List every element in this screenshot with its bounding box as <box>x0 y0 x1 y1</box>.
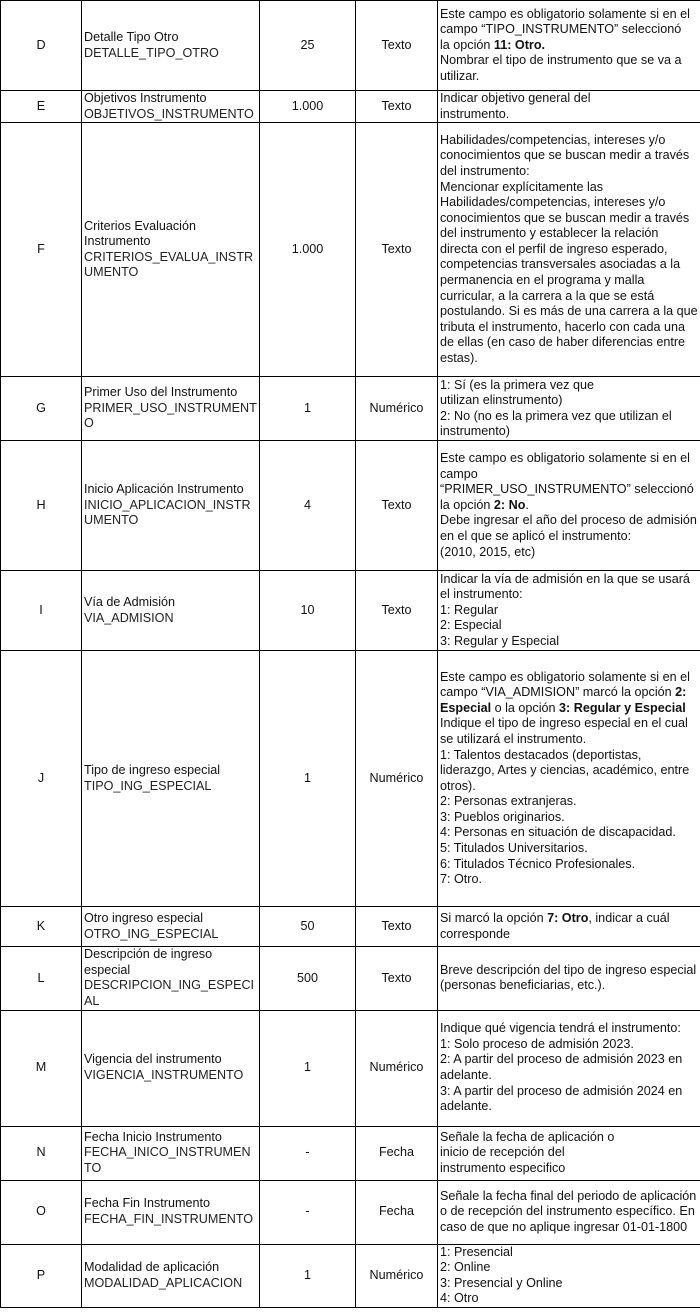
field-code: OBJETIVOS_INSTRUMENTO <box>84 106 254 121</box>
field-code: FECHA_FIN_INSTRUMENTO <box>84 1212 254 1227</box>
field-description <box>438 947 700 1010</box>
field-description <box>438 123 700 377</box>
description-text: utilizan elinstrumento) <box>440 393 563 408</box>
description-text: (2010, 2015, etc) <box>440 544 536 559</box>
description-text: 2: A partir del proceso de admisión 2023 en adelante. <box>440 1052 683 1083</box>
description-line <box>440 572 698 603</box>
field-length: 1.000 <box>260 123 356 377</box>
description-line <box>440 634 698 650</box>
description-text: 1: Presencial <box>440 1244 513 1259</box>
field-length: - <box>260 1180 356 1244</box>
field-label: Vigencia del instrumento <box>84 1052 222 1067</box>
column-letter: E <box>1 91 82 123</box>
description-line <box>440 545 698 561</box>
description-line <box>440 1021 698 1037</box>
description-text: Señale la fecha de aplicación o <box>440 1129 615 1144</box>
description-text: Indique qué vigencia tendrá el instrumento: <box>440 1021 681 1036</box>
field-type: Texto <box>356 441 438 571</box>
field-description <box>438 1244 700 1307</box>
field-label: Criterios Evaluación Instrumento <box>84 218 196 249</box>
field-type: Numérico <box>356 1010 438 1126</box>
description-text: 3: Regular y Especial <box>440 634 560 649</box>
description-text: Habilidades/competencias, intereses y/o conocimientos que se buscan medir a través del instrumento: <box>440 132 690 178</box>
field-type: Texto <box>356 947 438 1010</box>
description-line <box>440 482 698 498</box>
description-line <box>440 498 698 514</box>
field-name-cell <box>82 1126 260 1180</box>
table-row <box>1 123 700 377</box>
table-row <box>1 1 700 91</box>
field-name-cell <box>82 947 260 1010</box>
description-text: la opción <box>440 497 494 512</box>
column-letter: F <box>1 123 82 377</box>
column-letter: N <box>1 1126 82 1180</box>
description-text: inicio de recepción del <box>440 1145 565 1160</box>
table-row <box>1 571 700 651</box>
description-line <box>440 872 698 888</box>
description-line <box>440 825 698 841</box>
description-line <box>440 603 698 619</box>
description-text: Breve descripción del tipo de ingreso especial (personas beneficiarias, etc.). <box>440 962 697 993</box>
description-text: 5: Titulados Universitarios. <box>440 841 588 856</box>
description-text: instrumento especifico <box>440 1160 566 1175</box>
field-label: Inicio Aplicación Instrumento <box>84 482 244 497</box>
description-text: , indicar a cuál corresponde <box>440 911 670 941</box>
description-text: Indicar objetivo general del <box>440 91 591 105</box>
description-text: . <box>525 497 529 512</box>
field-type: Texto <box>356 1 438 91</box>
column-letter: P <box>1 1244 82 1307</box>
description-text: Señale la fecha final del periodo de aplicación o de recepción del instrumento específico. En caso de que no aplique ingresar 01-01-1800 <box>440 1188 697 1234</box>
description-line <box>440 1260 698 1276</box>
description-line <box>440 513 698 544</box>
description-text: Mencionar explícitamente las Habilidades/competencias, intereses y/o conocimientos que se buscan medir a través del instrumento y establecer la relación directa con el perfil de ingreso esperado, competencias transversales asociadas a la permanencia en el programa y malla curricular, a la carrera a la que se está postulando. Si es más de una carrera a la que tributa el instrumento, hacerlo con cada una de ellas (en caso de haber diferencias entre estas). <box>440 179 698 366</box>
field-name-cell <box>82 571 260 651</box>
description-text: Este campo es obligatorio solamente si en el campo “VIA_ADMISION” marcó la opción <box>440 669 690 700</box>
field-code: OTRO_ING_ESPECIAL <box>84 926 219 941</box>
field-code: INICIO_APLICACION_INSTRUMENTO <box>84 497 251 528</box>
description-line <box>440 1052 698 1083</box>
description-text: Indicar la vía de admisión en la que se usará el instrumento: <box>440 571 690 602</box>
description-line <box>440 963 698 994</box>
description-line <box>440 91 698 107</box>
field-length: 25 <box>260 1 356 91</box>
field-code: VIGENCIA_INSTRUMENTO <box>84 1068 244 1083</box>
field-name-cell <box>82 1 260 91</box>
description-line <box>440 841 698 857</box>
description-line <box>440 911 698 942</box>
column-letter: D <box>1 1 82 91</box>
field-type: Numérico <box>356 377 438 441</box>
field-type: Texto <box>356 907 438 947</box>
field-name-cell <box>82 651 260 907</box>
field-description <box>438 1126 700 1180</box>
description-text: campo “TIPO_INSTRUMENTO” seleccionó <box>440 22 682 37</box>
description-line <box>440 1145 698 1161</box>
field-label: Vía de Admisión <box>84 595 176 610</box>
field-description <box>438 571 700 651</box>
field-length: 1.000 <box>260 91 356 123</box>
field-type: Texto <box>356 91 438 123</box>
description-line <box>440 857 698 873</box>
column-letter: G <box>1 377 82 441</box>
field-label: Otro ingreso especial <box>84 911 204 926</box>
description-line <box>440 107 698 123</box>
table-body <box>1 1 700 1308</box>
table-row <box>1 441 700 571</box>
description-emphasis: 7: Otro <box>547 911 589 926</box>
table-row <box>1 1244 700 1307</box>
description-text: la opción <box>440 37 494 52</box>
description-line <box>440 451 698 482</box>
description-line <box>440 7 698 23</box>
description-text: 7: Otro. <box>440 872 482 887</box>
field-name-cell <box>82 1244 260 1307</box>
field-name-cell <box>82 441 260 571</box>
description-text: 2: No (no es la primera vez que utilizan el instrumento) <box>440 408 672 439</box>
field-type: Numérico <box>356 1244 438 1307</box>
field-code: FECHA_INICO_INSTRUMENTO <box>84 1145 251 1175</box>
field-type: Texto <box>356 123 438 377</box>
description-line <box>440 180 698 367</box>
description-text: 2: Especial <box>440 618 502 633</box>
field-description <box>438 1180 700 1244</box>
table-row <box>1 91 700 123</box>
description-line <box>440 1161 698 1177</box>
field-code: TIPO_ING_ESPECIAL <box>84 778 212 793</box>
description-text: Este campo es obligatorio solamente si en el <box>440 6 690 21</box>
field-label: Detalle Tipo Otro <box>84 29 179 44</box>
column-letter: I <box>1 571 82 651</box>
field-label: Primer Uso del Instrumento <box>84 385 238 400</box>
field-code: MODALIDAD_APLICACION <box>84 1275 243 1290</box>
description-text: 3: Pueblos originarios. <box>440 809 565 824</box>
description-text: Debe ingresar el año del proceso de admisión en el que se aplicó el instrumento: <box>440 513 697 544</box>
description-line <box>440 1291 698 1307</box>
description-emphasis: 2: Especial <box>440 685 687 715</box>
description-line <box>440 1189 698 1236</box>
description-text: 4: Otro <box>440 1291 479 1306</box>
description-line <box>440 409 698 440</box>
description-text: o la opción <box>491 700 560 715</box>
column-letter: L <box>1 947 82 1010</box>
field-label: Modalidad de aplicación <box>84 1260 220 1275</box>
table-row <box>1 947 700 1010</box>
table-row <box>1 1010 700 1126</box>
description-text: 1: Sí (es la primera vez que <box>440 377 594 392</box>
field-description <box>438 907 700 947</box>
description-line <box>440 810 698 826</box>
field-name-cell <box>82 123 260 377</box>
field-name-cell <box>82 377 260 441</box>
field-code: CRITERIOS_EVALUA_INSTRUMENTO <box>84 249 254 280</box>
description-text: 1: Regular <box>440 602 499 617</box>
description-line <box>440 38 698 54</box>
description-line <box>440 378 698 394</box>
description-text: 3: A partir del proceso de admisión 2024 en adelante. <box>440 1083 683 1114</box>
field-name-cell <box>82 91 260 123</box>
description-line <box>440 1130 698 1146</box>
description-line <box>440 670 698 717</box>
description-text: Nombrar el tipo de instrumento que se va a utilizar. <box>440 53 682 83</box>
description-text: “PRIMER_USO_INSTRUMENTO” seleccionó <box>440 482 694 497</box>
field-type: Numérico <box>356 651 438 907</box>
table-row <box>1 1126 700 1180</box>
field-length: 500 <box>260 947 356 1010</box>
description-line <box>440 794 698 810</box>
field-code: PRIMER_USO_INSTRUMENTO <box>84 400 257 431</box>
description-line <box>440 716 698 747</box>
field-name-cell <box>82 907 260 947</box>
description-text: 3: Presencial y Online <box>440 1275 563 1290</box>
description-text: 2: Personas extranjeras. <box>440 794 577 809</box>
table-row <box>1 377 700 441</box>
field-length: 1 <box>260 1010 356 1126</box>
field-description <box>438 91 700 123</box>
field-label: Fecha Fin Instrumento <box>84 1196 210 1211</box>
field-label: Descripción de ingreso especial <box>84 947 213 977</box>
field-label: Fecha Inicio Instrumento <box>84 1129 222 1144</box>
field-length: 1 <box>260 377 356 441</box>
field-length: 4 <box>260 441 356 571</box>
field-label: Objetivos Instrumento <box>84 91 207 105</box>
column-letter: M <box>1 1010 82 1126</box>
field-type: Fecha <box>356 1126 438 1180</box>
description-line <box>440 133 698 180</box>
column-letter: H <box>1 441 82 571</box>
table-row <box>1 907 700 947</box>
field-name-cell <box>82 1010 260 1126</box>
description-line <box>440 1037 698 1053</box>
field-label: Tipo de ingreso especial <box>84 763 221 778</box>
description-emphasis: 3: Regular y Especial <box>559 700 686 715</box>
description-text: 1: Talentos destacados (deportistas, liderazgo, Artes y ciencias, académico, entre otros). <box>440 747 690 793</box>
field-description <box>438 377 700 441</box>
field-length: 1 <box>260 1244 356 1307</box>
field-code: DESCRIPCION_ING_ESPECIAL <box>84 978 255 1008</box>
description-text: 4: Personas en situación de discapacidad. <box>440 825 676 840</box>
description-line <box>440 1245 698 1261</box>
description-line <box>440 53 698 84</box>
field-description <box>438 651 700 907</box>
field-type: Texto <box>356 571 438 651</box>
field-length: 10 <box>260 571 356 651</box>
description-line <box>440 618 698 634</box>
description-line <box>440 22 698 38</box>
description-text: Indique el tipo de ingreso especial en el cual se utilizará el instrumento. <box>440 716 688 746</box>
field-description <box>438 441 700 571</box>
description-emphasis: 2: No <box>493 497 526 512</box>
field-length: - <box>260 1126 356 1180</box>
column-letter: J <box>1 651 82 907</box>
description-text: 1: Solo proceso de admisión 2023. <box>440 1036 634 1051</box>
field-length: 50 <box>260 907 356 947</box>
field-length: 1 <box>260 651 356 907</box>
description-line <box>440 748 698 795</box>
field-description <box>438 1010 700 1126</box>
description-text: 6: Titulados Técnico Profesionales. <box>440 856 636 871</box>
description-line <box>440 393 698 409</box>
description-text: 2: Online <box>440 1260 491 1275</box>
column-letter: K <box>1 907 82 947</box>
description-line <box>440 1084 698 1115</box>
table-row <box>1 1180 700 1244</box>
description-text: instrumento. <box>440 106 510 121</box>
description-emphasis: 11: Otro. <box>493 37 546 52</box>
field-type: Fecha <box>356 1180 438 1244</box>
table-row <box>1 651 700 907</box>
description-text: Si marcó la opción <box>440 911 548 926</box>
field-description <box>438 1 700 91</box>
description-text: Este campo es obligatorio solamente si en el campo <box>440 451 690 481</box>
description-line <box>440 1276 698 1292</box>
field-name-cell <box>82 1180 260 1244</box>
column-letter: O <box>1 1180 82 1244</box>
field-code: VIA_ADMISION <box>84 610 174 625</box>
field-code: DETALLE_TIPO_OTRO <box>84 45 219 60</box>
